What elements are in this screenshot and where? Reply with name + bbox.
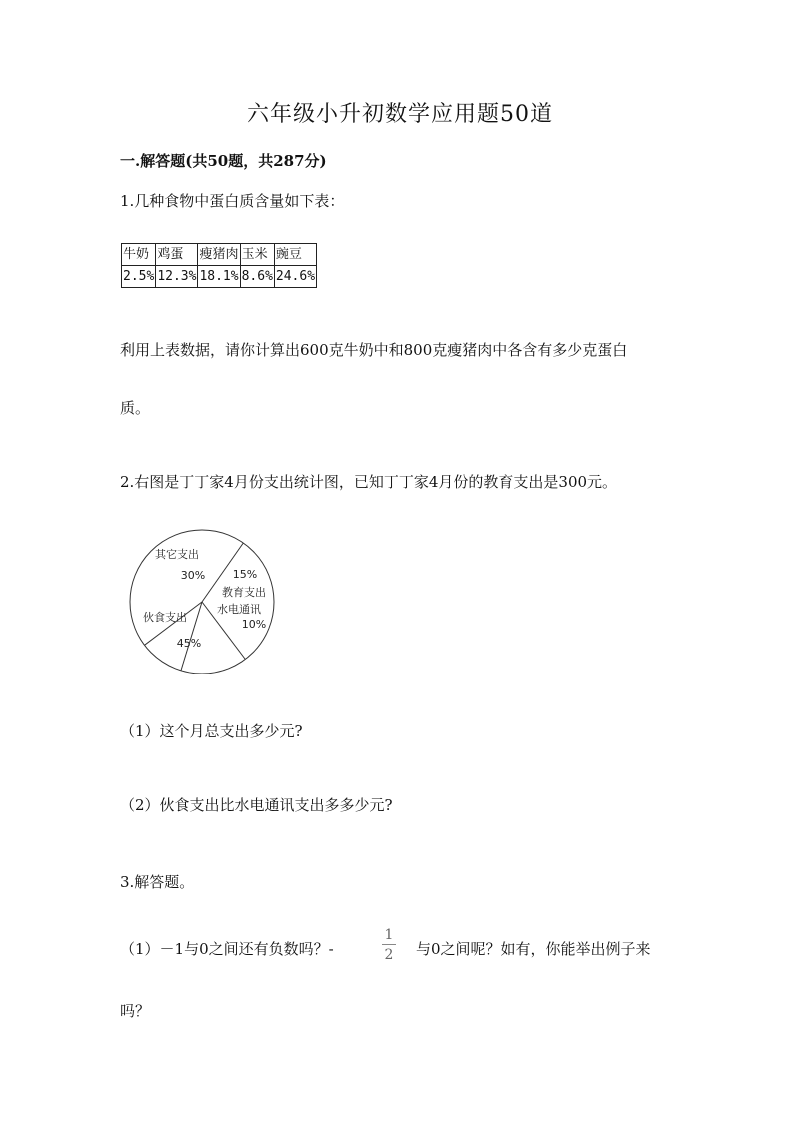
pie-slice-value: 10% xyxy=(241,618,267,631)
question-2-sub2: （2）伙食支出比水电通讯支出多多少元? xyxy=(120,796,393,814)
pie-slice-label: 教育支出 xyxy=(222,586,266,599)
table-value-cell: 2.5% xyxy=(122,266,156,288)
question-3-stem: 3.解答题。 xyxy=(120,873,195,891)
table-header-cell: 鸡蛋 xyxy=(156,244,198,266)
question-3-sub1-line2: 吗？ xyxy=(120,1002,151,1020)
table-header-cell: 豌豆 xyxy=(274,244,316,266)
table-value-cell: 18.1% xyxy=(198,266,240,288)
question-2-stem: 2.右图是丁丁家4月份支出统计图，已知丁丁家4月份的教育支出是300元。 xyxy=(120,473,618,491)
question-1-prompt-line1: 利用上表数据，请你计算出600克牛奶中和800克瘦猪肉中各含有多少克蛋白 xyxy=(120,341,628,359)
table-header-cell: 玉米 xyxy=(240,244,274,266)
table-header-cell: 牛奶 xyxy=(122,244,156,266)
section-heading: 一.解答题(共50题，共287分) xyxy=(120,152,327,170)
pie-slice-value: 45% xyxy=(176,637,202,650)
question-3-sub1-part1: （1）－1与0之间还有负数吗？- xyxy=(120,940,334,958)
pie-slice-label: 水电通讯 xyxy=(217,603,261,616)
fraction-one-half xyxy=(380,928,398,962)
pie-slice-label: 伙食支出 xyxy=(143,611,187,624)
table-value-cell: 24.6% xyxy=(274,266,316,288)
pie-slice-value: 15% xyxy=(232,568,258,581)
page-title: 六年级小升初数学应用题50道 xyxy=(247,102,553,127)
pie-slice-label: 其它支出 xyxy=(155,548,199,561)
question-1-stem: 1.几种食物中蛋白质含量如下表： xyxy=(120,192,345,210)
table-value-cell: 8.6% xyxy=(240,266,274,288)
table-value-cell: 12.3% xyxy=(156,266,198,288)
fraction-denominator: 2 xyxy=(384,947,394,963)
table-header-cell: 瘦猪肉 xyxy=(198,244,240,266)
fraction-numerator: 1 xyxy=(384,927,394,943)
table-header-row xyxy=(122,244,317,266)
table-value-row xyxy=(122,266,317,288)
pie-slice-value: 30% xyxy=(180,569,206,582)
question-3-sub1-part2: 与0之间呢？如有，你能举出例子来 xyxy=(416,940,651,958)
question-2-sub1: （1）这个月总支出多少元? xyxy=(120,722,303,740)
question-1-prompt-line2: 质。 xyxy=(120,399,151,417)
expense-pie-chart xyxy=(125,528,285,674)
protein-table xyxy=(121,243,317,288)
